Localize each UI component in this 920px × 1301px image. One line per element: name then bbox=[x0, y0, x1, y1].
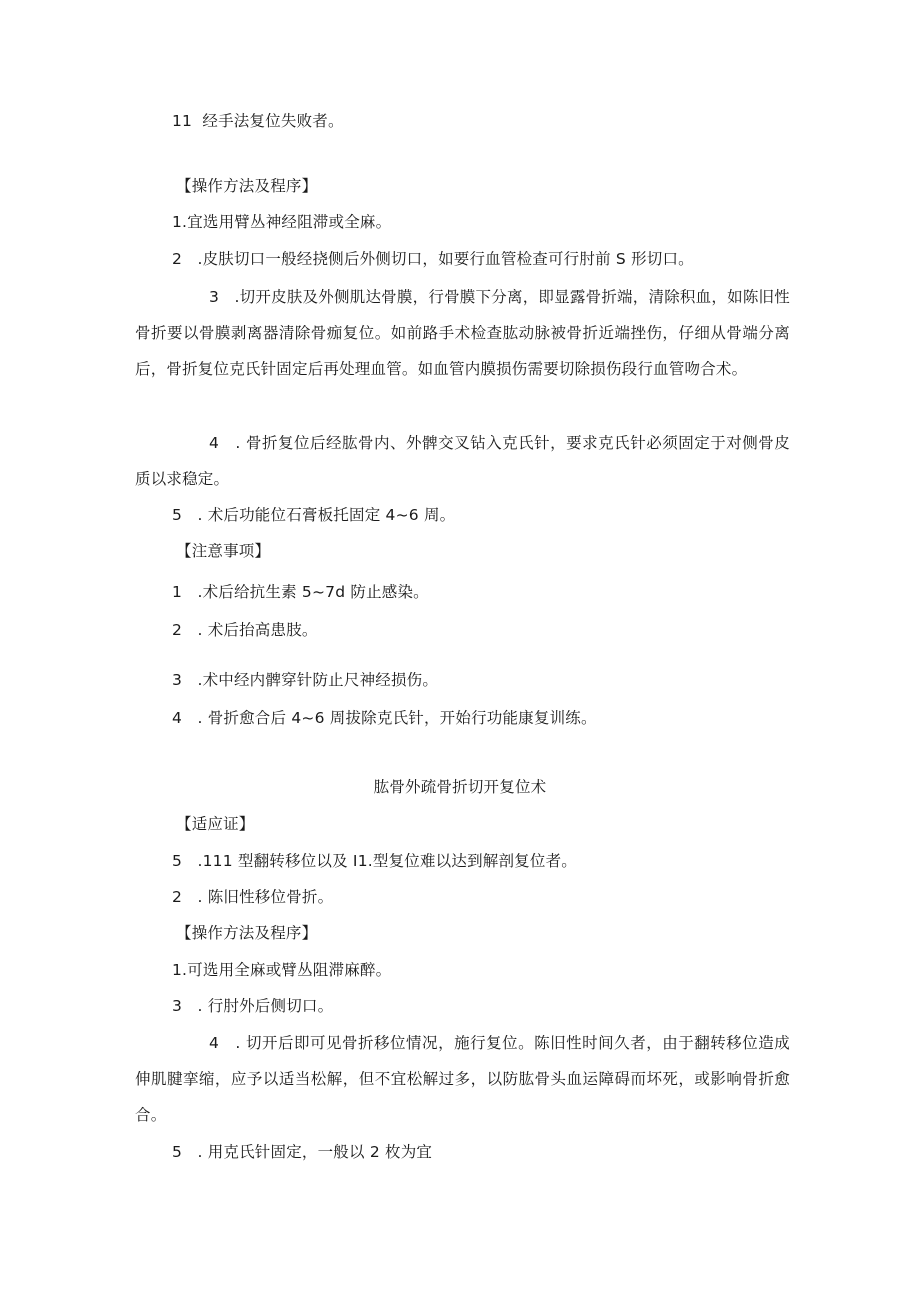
paragraph-step-4 bbox=[135, 425, 790, 497]
list-item bbox=[172, 111, 344, 131]
item-number: 5 bbox=[172, 852, 183, 870]
section-heading: 【注意事项】 bbox=[176, 542, 271, 560]
item-number: 5 bbox=[172, 506, 183, 524]
item-number: 2 bbox=[172, 250, 183, 268]
list-item bbox=[172, 620, 318, 640]
list-item bbox=[172, 708, 597, 728]
section-heading: 【操作方法及程序】 bbox=[176, 177, 318, 195]
item-number: 2 bbox=[172, 621, 183, 639]
item-number: 4 bbox=[209, 1034, 220, 1052]
section-heading: 【适应证】 bbox=[176, 815, 255, 833]
list-item bbox=[172, 670, 438, 690]
paragraph-step-4b bbox=[135, 1025, 790, 1133]
item-number: 2 bbox=[172, 888, 183, 906]
list-item bbox=[172, 851, 577, 871]
item-text: .术后给抗生素 5~7d 防止感染。 bbox=[197, 583, 429, 601]
item-number: 3 bbox=[209, 288, 220, 306]
item-number: 3 bbox=[172, 671, 183, 689]
item-number: 3 bbox=[172, 997, 183, 1015]
list-item bbox=[172, 505, 455, 525]
item-text: . 术后功能位石膏板托固定 4~6 周。 bbox=[197, 506, 456, 524]
paragraph-step-3 bbox=[135, 279, 790, 387]
item-text: . 用克氏针固定，一般以 2 枚为宜 bbox=[197, 1143, 433, 1161]
list-item: 1.可选用全麻或臂丛阻滞麻醉。 bbox=[172, 961, 392, 979]
item-text: 经手法复位失败者。 bbox=[202, 112, 344, 130]
item-text: .皮肤切口一般经挠侧后外侧切口，如要行血管检查可行肘前 S 形切口。 bbox=[197, 250, 694, 268]
list-item bbox=[172, 1142, 432, 1162]
item-text: . 行肘外后侧切口。 bbox=[197, 997, 334, 1015]
list-item bbox=[172, 996, 333, 1016]
item-number: 4 bbox=[172, 709, 183, 727]
item-text: .切开皮肤及外侧肌达骨膜，行骨膜下分离，即显露骨折端，清除积血，如陈旧性骨折要以骨膜剥离器清除骨痂复位。如前路手术检查肱动脉被骨折近端挫伤，仔细从骨端分离后，骨折复位克氏针固定后再处理血管。如血管内膜损伤需要切除损伤段行血管吻合术。 bbox=[135, 288, 790, 378]
section-heading: 【操作方法及程序】 bbox=[176, 924, 318, 942]
item-text: . 陈旧性移位骨折。 bbox=[197, 888, 334, 906]
item-number: 11 bbox=[172, 112, 193, 130]
item-text: . 骨折愈合后 4~6 周拔除克氏针，开始行功能康复训练。 bbox=[197, 709, 597, 727]
list-item bbox=[172, 249, 694, 269]
item-number: 5 bbox=[172, 1143, 183, 1161]
item-number: 1 bbox=[172, 583, 183, 601]
item-text: .111 型翻转移位以及 I1.型复位难以达到解剖复位者。 bbox=[197, 852, 577, 870]
section-title: 肱骨外疏骨折切开复位术 bbox=[373, 778, 547, 796]
list-item: 1.宜选用臂丛神经阻滞或全麻。 bbox=[172, 213, 392, 231]
list-item bbox=[172, 887, 333, 907]
item-text: .术中经内髀穿针防止尺神经损伤。 bbox=[197, 671, 439, 689]
item-text: . 骨折复位后经肱骨内、外髀交叉钻入克氏针，要求克氏针必须固定于对侧骨皮质以求稳定。 bbox=[135, 434, 790, 488]
item-text: . 切开后即可见骨折移位情况，施行复位。陈旧性时间久者，由于翻转移位造成伸肌腱挛缩，应予以适当松解，但不宜松解过多，以防肱骨头血运障碍而坏死，或影响骨折愈合。 bbox=[135, 1034, 790, 1124]
item-text: . 术后抬高患肢。 bbox=[197, 621, 318, 639]
list-item bbox=[172, 582, 429, 602]
item-number: 4 bbox=[209, 434, 220, 452]
